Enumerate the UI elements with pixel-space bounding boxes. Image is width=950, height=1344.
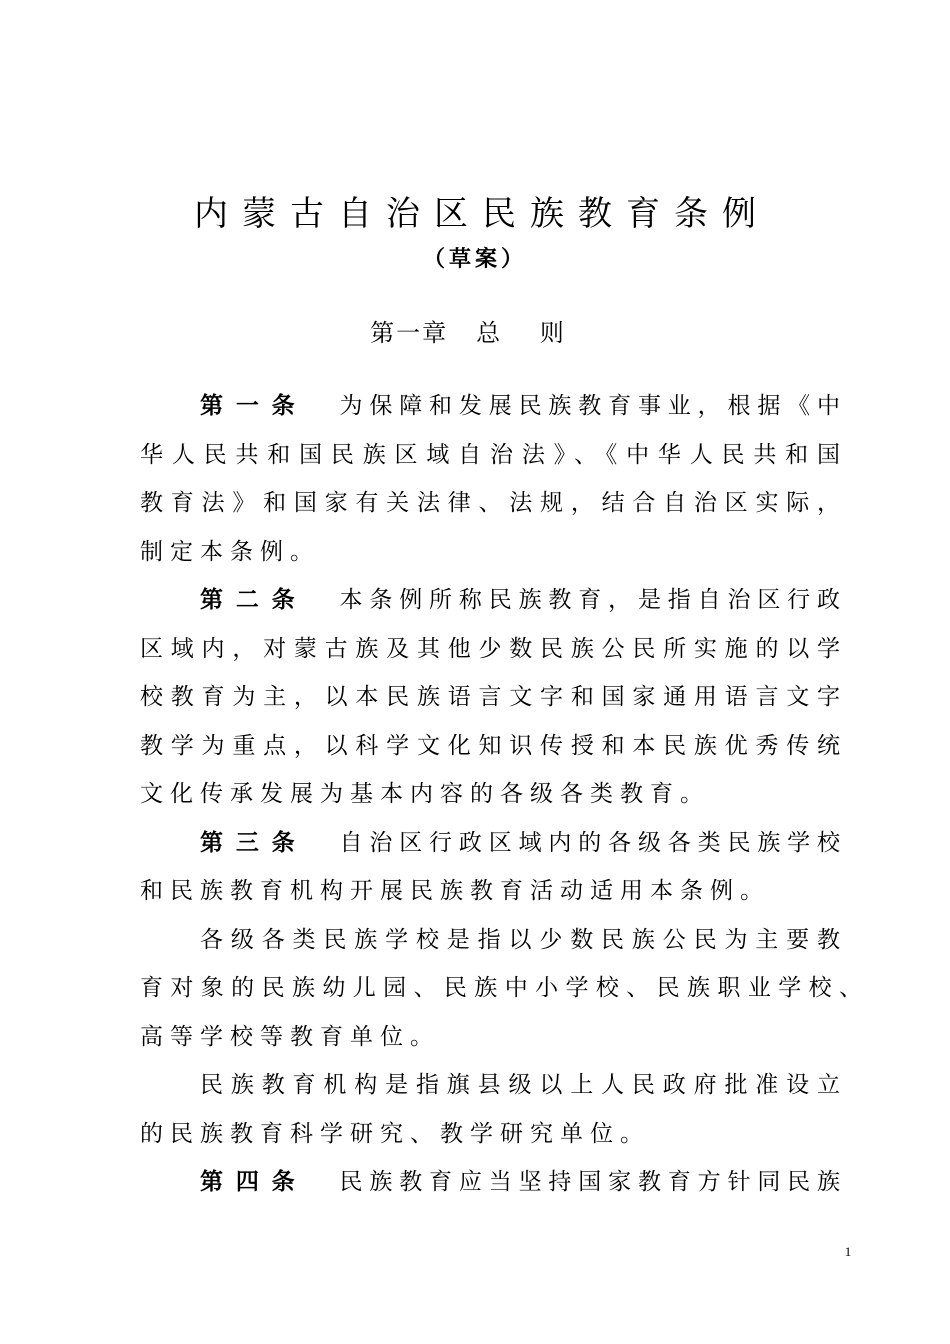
document-subtitle: （草案） (422, 247, 527, 272)
article-label: 第四条 (200, 1169, 308, 1195)
article-text: 为保障和发展民族教育事业，根据《中 (339, 393, 841, 419)
article-label: 第一条 (200, 393, 308, 419)
article-3-line-1 (140, 819, 840, 868)
article-3-para-2-line-1: 民族教育机构是指旗县级以上人民政府批准设立 (200, 1072, 840, 1098)
article-text: 民族教育应当坚持国家教育方针同民族 (339, 1169, 841, 1195)
article-2-line-4: 教学为重点，以科学文化知识传授和本民族优秀传统 (140, 732, 840, 759)
document-title: 内蒙古自治区民族教育条例 (194, 194, 770, 234)
article-label: 第二条 (200, 587, 308, 613)
article-1-line-4: 制定本条例。 (140, 538, 320, 565)
article-label: 第三条 (200, 829, 308, 856)
article-text: 自治区行政区域内的各级各类民族学校 (339, 829, 841, 856)
article-4-line-1 (140, 1158, 840, 1207)
article-2-line-1 (140, 576, 840, 625)
chapter-number: 第一章 (370, 319, 449, 347)
chapter-heading (0, 315, 950, 351)
page-number: 1 (844, 1244, 852, 1259)
article-2-line-5: 文化传承发展为基本内容的各级各类教育。 (140, 781, 710, 807)
article-1-line-2: 华人民共和国民族区域自治法》、《中华人民共和国 (140, 441, 840, 468)
article-3-line-2: 和民族教育机构开展民族教育活动适用本条例。 (140, 878, 770, 904)
article-3-para-1-line-2: 育对象的民族幼儿园、民族中小学校、民族职业学校、 (140, 975, 862, 1001)
article-3-para-2-line-2: 的民族教育科学研究、教学研究单位。 (140, 1120, 650, 1147)
article-2-line-2: 区域内，对蒙古族及其他少数民族公民所实施的以学 (140, 635, 840, 662)
article-2-line-3: 校教育为主，以本民族语言文字和国家通用语言文字 (140, 684, 840, 710)
article-1-line-3: 教育法》和国家有关法律、法规，结合自治区实际， (140, 490, 840, 516)
chapter-name: 总 则 (476, 319, 580, 347)
article-1-line-1 (140, 382, 840, 431)
article-text: 本条例所称民族教育，是指自治区行政 (339, 587, 841, 613)
article-3-para-1-line-1: 各级各类民族学校是指以少数民族公民为主要教 (200, 926, 840, 953)
document-body (140, 382, 862, 1207)
article-3-para-1-line-3: 高等学校等教育单位。 (140, 1023, 440, 1050)
